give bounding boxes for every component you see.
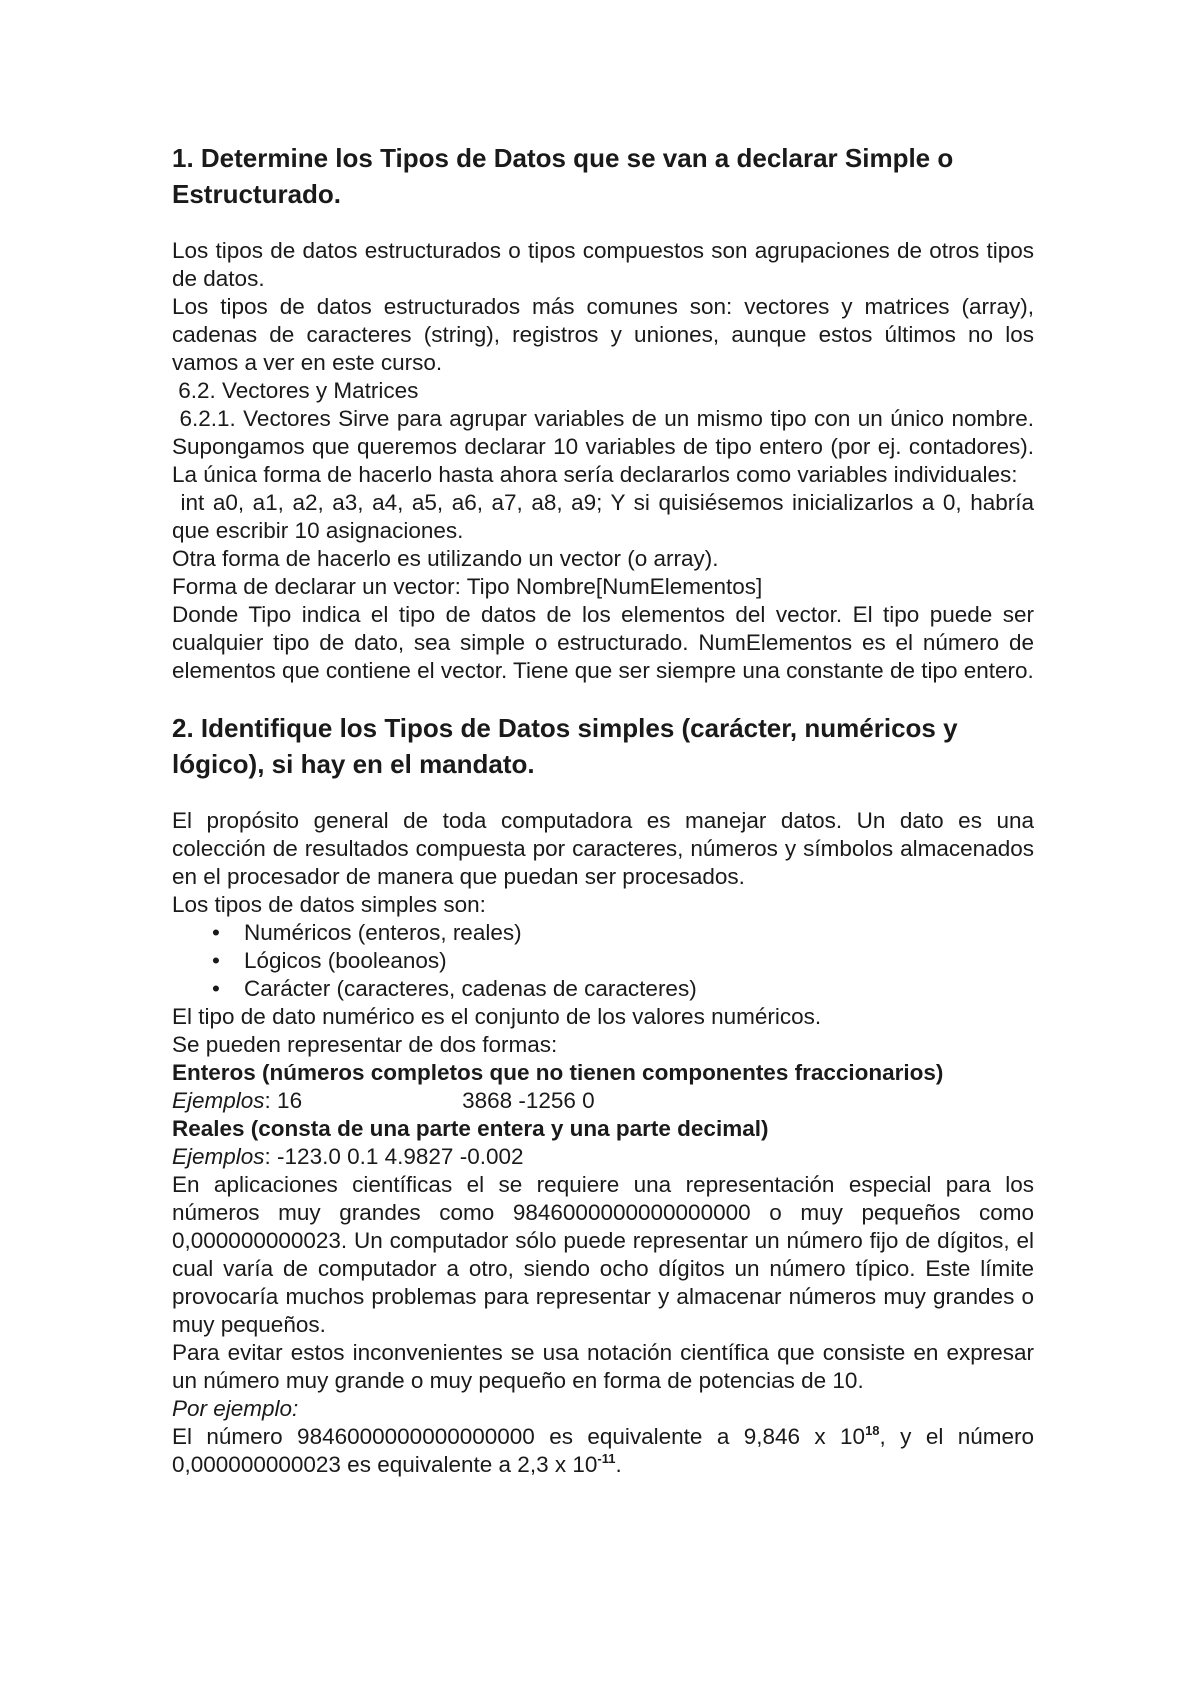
exponent-18: 18 (865, 1423, 880, 1438)
document-page (172, 140, 1041, 1479)
section2-paragraph: El tipo de dato numérico es el conjunto de los valores numéricos. (172, 1004, 822, 1029)
enteros-example-a: : 16 (264, 1088, 303, 1113)
section1-paragraph: Los tipos de datos estructurados más comunes son: vectores y matrices (array), cadenas de caracteres (string), registros y uniones, aunque estos últimos no los vamos a ver en este curso. (172, 294, 1034, 375)
enteros-example-b: 3868 -1256 0 (462, 1088, 595, 1113)
section1-subheading: 6.2. Vectores y Matrices (172, 378, 419, 403)
section1-paragraph: Donde Tipo indica el tipo de datos de los elementos del vector. El tipo puede ser cualquier tipo de dato, sea simple o estructurado. NumElementos es el número de elementos que contiene el vector. Tiene que ser siempre una constante de tipo entero. (172, 602, 1034, 683)
section1-paragraph: 6.2.1. Vectores Sirve para agrupar variables de un mismo tipo con un único nombre. Supongamos que queremos declarar 10 variables de tipo entero (por ej. contadores). La única forma de hacerlo hasta ahora sería declararlos como variables individuales: (172, 406, 1041, 487)
example-text: , y el número 0,000000000023 es equivalente a 2,3 x 10 (172, 1424, 1034, 1477)
list-item: • Carácter (caracteres, cadenas de caracteres) (212, 975, 1034, 1003)
section2-paragraph: El propósito general de toda computadora es manejar datos. Un dato es una colección de resultados compuesta por caracteres, números y símbolos almacenados en el procesador de manera que puedan ser procesados. (172, 808, 1034, 889)
enteros-examples (172, 1087, 1034, 1115)
list-item: • Lógicos (booleanos) (212, 947, 1034, 975)
simple-types-list (172, 919, 1034, 1003)
section1-heading: 1. Determine los Tipos de Datos que se van a declarar Simple o Estructurado. (172, 143, 954, 209)
ejemplos-label: Ejemplos (172, 1088, 265, 1113)
section2-paragraph: En aplicaciones científicas el se requiere una representación especial para los números muy grandes como 9846000000000000000 o muy pequeños como 0,000000000023. Un computador sólo puede representar un número fijo de dígitos, el cual varía de computador a otro, siendo ocho dígitos un número típico. Este límite provocaría muchos problemas para representar y almacenar números muy grandes o muy pequeños. (172, 1172, 1034, 1337)
example-text: . (615, 1452, 622, 1477)
section1-paragraph: int a0, a1, a2, a3, a4, a5, a6, a7, a8, a9; Y si quisiésemos inicializarlos a 0, habría que escribir 10 asignaciones. (172, 490, 1041, 543)
section2-paragraph: Se pueden representar de dos formas: (172, 1032, 558, 1057)
example-text: El número 9846000000000000000 es equivalente a 9,846 x 10 (172, 1424, 866, 1449)
reales-heading: Reales (consta de una parte entera y una parte decimal) (172, 1116, 769, 1141)
reales-examples (172, 1143, 1034, 1171)
reales-example: : -123.0 0.1 4.9827 -0.002 (264, 1144, 524, 1169)
section2-paragraph: Para evitar estos inconvenientes se usa notación científica que consiste en expresar un número muy grande o muy pequeño en forma de potencias de 10. (172, 1340, 1034, 1393)
list-item: • Numéricos (enteros, reales) (212, 919, 1034, 947)
exponent-minus-11: -11 (597, 1451, 616, 1466)
section2-paragraph: Los tipos de datos simples son: (172, 892, 486, 917)
section1-paragraph: Los tipos de datos estructurados o tipos compuestos son agrupaciones de otros tipos de datos. (172, 238, 1034, 291)
section2-heading: 2. Identifique los Tipos de Datos simples (carácter, numéricos y lógico), si hay en el mandato. (172, 713, 958, 779)
ejemplos-label: Ejemplos (172, 1144, 265, 1169)
por-ejemplo-label: Por ejemplo: (172, 1396, 299, 1421)
scientific-notation-example (172, 1423, 1034, 1479)
section1-paragraph: Otra forma de hacerlo es utilizando un vector (o array). (172, 546, 719, 571)
section1-paragraph: Forma de declarar un vector: Tipo Nombre[NumElementos] (172, 574, 763, 599)
enteros-heading: Enteros (números completos que no tienen componentes fraccionarios) (172, 1060, 944, 1085)
